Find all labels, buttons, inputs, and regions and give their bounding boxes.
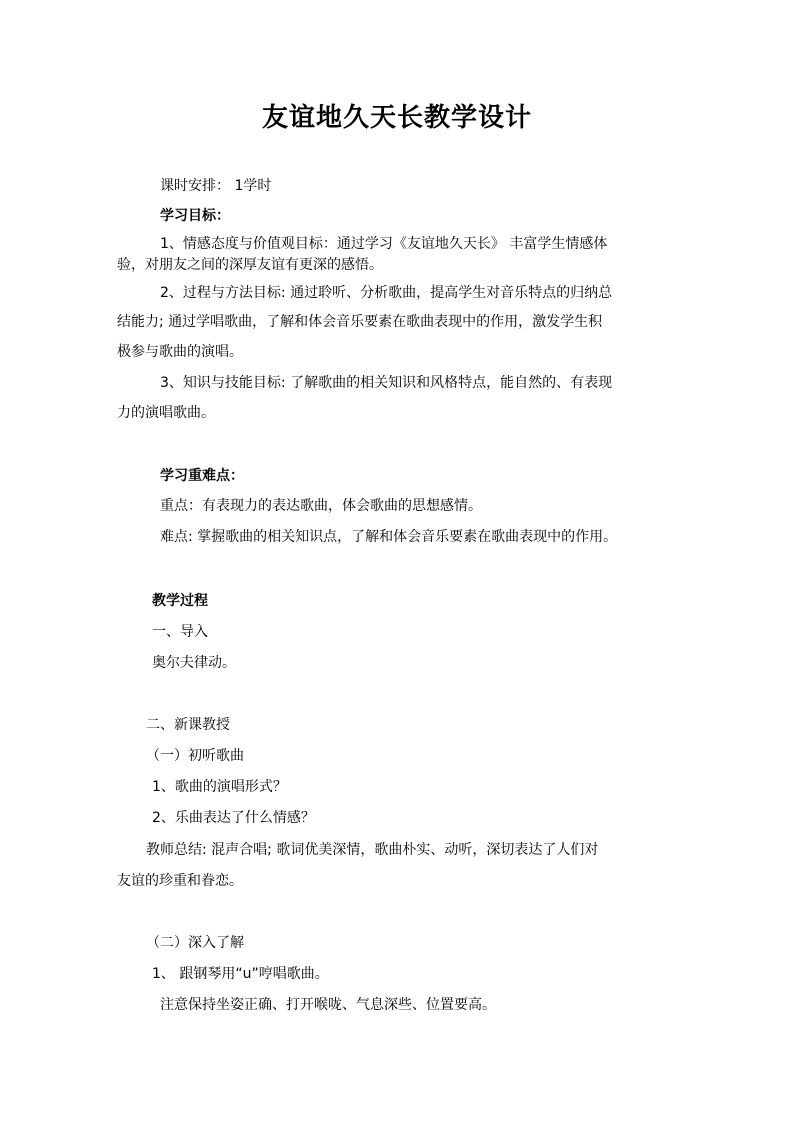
document-title: 友谊地久天长教学设计 [261,103,532,133]
step-1-note: 注意保持坐姿正确、打开喉咙、气息深些、位置要高。 [160,997,496,1013]
schedule-line: 课时安排： 1学时 [160,178,272,194]
objective-3-line2: 力的演唱歌曲。 [117,405,215,421]
summary-line1: 教师总结: 混声合唱; 歌词优美深情，歌曲朴实、动听，深切表达了人们对 [146,842,599,858]
objectives-heading: 学习目标： [160,208,230,224]
key-points-heading: 学习重难点： [160,468,244,484]
difficult-point: 难点: 掌握歌曲的相关知识点，了解和体会音乐要素在歌曲表现中的作用。 [160,529,618,545]
objective-1-line1: 1、情感态度与价值观目标：通过学习《友谊地久天长》 丰富学生情感体 [160,236,608,252]
subsection-2-heading: （二）深入了解 [146,935,244,951]
objective-2-line1: 2、过程与方法目标: 通过聆听、分析歌曲，提高学生对音乐特点的归纳总 [160,285,613,301]
objective-1-line2: 验，对朋友之间的深厚友谊有更深的感悟。 [117,257,383,273]
summary-line2: 友谊的珍重和眷恋。 [117,873,243,889]
section-2-heading: 二、新课教授 [146,717,230,733]
key-point: 重点：有表现力的表达歌曲，体会歌曲的思想感情。 [160,498,482,514]
question-2: 2、乐曲表达了什么情感？ [152,810,315,826]
subsection-1-heading: （一）初听歌曲 [146,748,244,764]
objective-2-line3: 极参与歌曲的演唱。 [117,344,243,360]
process-heading: 教学过程 [152,593,208,609]
objective-3-line1: 3、知识与技能目标: 了解歌曲的相关知识和风格特点，能自然的、有表现 [160,375,613,391]
objective-2-line2: 结能力; 通过学唱歌曲，了解和体会音乐要素在歌曲表现中的作用，激发学生积 [117,314,603,330]
question-1: 1、歌曲的演唱形式？ [152,779,287,795]
step-1: 1、 跟钢琴用“u”哼唱歌曲。 [152,966,329,982]
section-1-heading: 一、导入 [152,624,208,640]
section-1-text: 奥尔夫律动。 [152,655,236,671]
